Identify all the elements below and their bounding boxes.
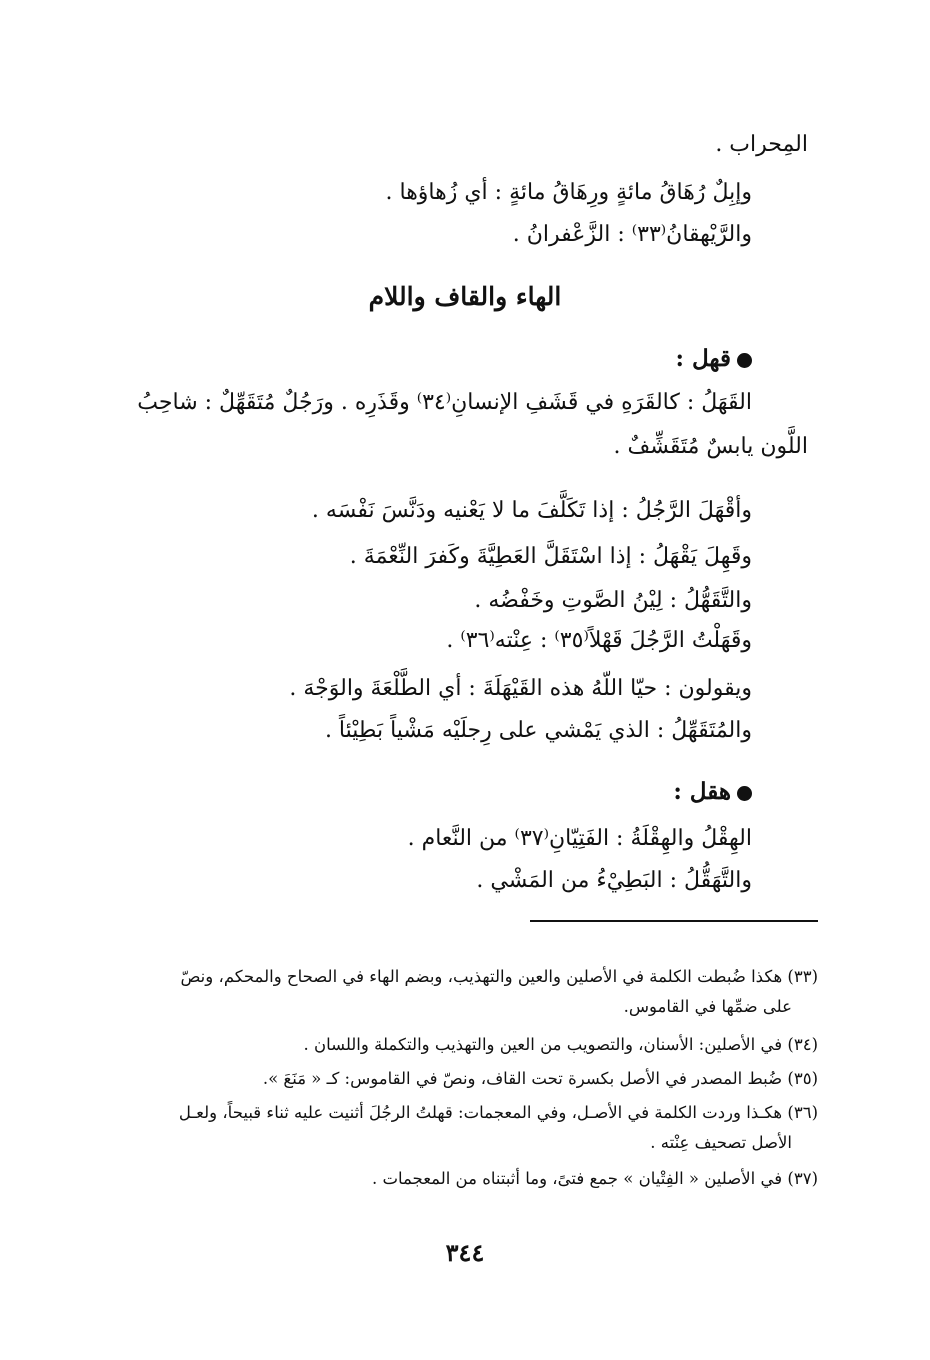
text-line: ويقولون : حيّا اللّهُ هذه القَيْهَلَةَ : أي الطَّلْعَةَ والوَجْهَ . [289, 676, 752, 701]
entry-heading-qahal [675, 345, 752, 372]
footnote-continuation: الأصل تصحيف عِنْته . [650, 1133, 792, 1152]
bullet-icon [737, 353, 752, 368]
text-line: والرَّيْهقانُ⁽٣٣⁾ : الزَّعْفرانُ . [512, 222, 752, 247]
text-line: وأقْهَلَ الرَّجُلُ : إذا تَكَلَّفَ ما لا يَعْنيه ودَنَّسَ نَفْسَه . [311, 498, 752, 523]
footnote [82, 1098, 818, 1158]
footnote-continuation: على ضمِّها في القاموس. [623, 997, 792, 1016]
footnote-number: (٣٦) [787, 1103, 818, 1122]
footnote [82, 962, 818, 1022]
entry-heading-haqal [673, 778, 752, 805]
entry-label: هقل : [673, 778, 731, 805]
footnote-number: (٣٧) [787, 1169, 818, 1188]
page-number: ٣٤٤ [445, 1238, 485, 1267]
footnote-number: (٣٤) [787, 1035, 818, 1054]
paragraph-line: اللَّون يابسٌ مُتَقَشِّفٌ . [613, 434, 808, 459]
text-line: والمُتَقَهِّلُ : الذي يَمْشي على رِجلَيْه مَشْياً بَطِيْئاً . [324, 718, 752, 743]
footnote-text: هكذا ضُبطت الكلمة في الأصلين والعين والتهذيب، وبضم الهاء في الصحاح والمحكم، ونصّ [180, 967, 783, 986]
text-line: والتَّقَهُّلُ : لِيْنُ الصَّوتِ وخَفْضُه . [474, 588, 752, 613]
footnote-text: ضُبط المصدر في الأصل بكسرة تحت القاف، ونصّ في القاموس: كـ « مَنَعَ ». [262, 1069, 783, 1088]
text-line: وقَهِلَ يَقْهَلُ : إذا اسْتَقَلَّ العَطِيَّةَ وكَفرَ النِّعْمَةَ . [349, 544, 752, 569]
bullet-icon [737, 786, 752, 801]
footnote-text: في الأصلين: الأسنان، والتصويب من العين والتهذيب والتكملة واللسان . [303, 1035, 783, 1054]
text-line: وقَهَلْتُ الرَّجُلَ قَهْلاً⁽٣٥⁾ : عِنْته⁽٣٦⁾ . [446, 628, 752, 653]
entry-label: قهل : [675, 345, 731, 372]
footnote-number: (٣٣) [787, 967, 818, 986]
text-line: والتَّهَقُّلُ : البَطِيْءُ من المَشْي . [476, 868, 752, 893]
footnote-number: (٣٥) [787, 1069, 818, 1088]
text-line: الهِقْلُ والهِقْلَةُ : الفَتِيّانِ⁽٣٧⁾ من النَّعام . [407, 826, 752, 851]
footnote [82, 1164, 818, 1194]
footnote-text: في الأصلين « الفِتْيان » جمع فتىً، وما أثبتناه من المعجمات . [371, 1169, 783, 1188]
footnote-divider [530, 920, 818, 922]
footnote [82, 1064, 818, 1094]
text-line: المِحراب . [715, 132, 808, 157]
section-heading: الهاء والقاف واللام [368, 282, 562, 311]
paragraph-line: القَهَلُ : كالقَرَهِ في قَشَفِ الإنسانِ⁽٣٤⁾ وقَذَرِه . ورَجُلٌ مُتَقَهِّلٌ : شاحِبُ [137, 390, 752, 415]
footnote-text: هكـذا وردت الكلمة في الأصـل، وفي المعجمات: قهلتُ الرجُلَ أثنيت عليه ثناء قبيحاً، ولعـل [178, 1103, 783, 1122]
text-line: وإبِلٌ رُهَاقُ مائةٍ ورِهَاقُ مائةٍ : أي زُهاؤها . [385, 180, 752, 205]
footnote [82, 1030, 818, 1060]
